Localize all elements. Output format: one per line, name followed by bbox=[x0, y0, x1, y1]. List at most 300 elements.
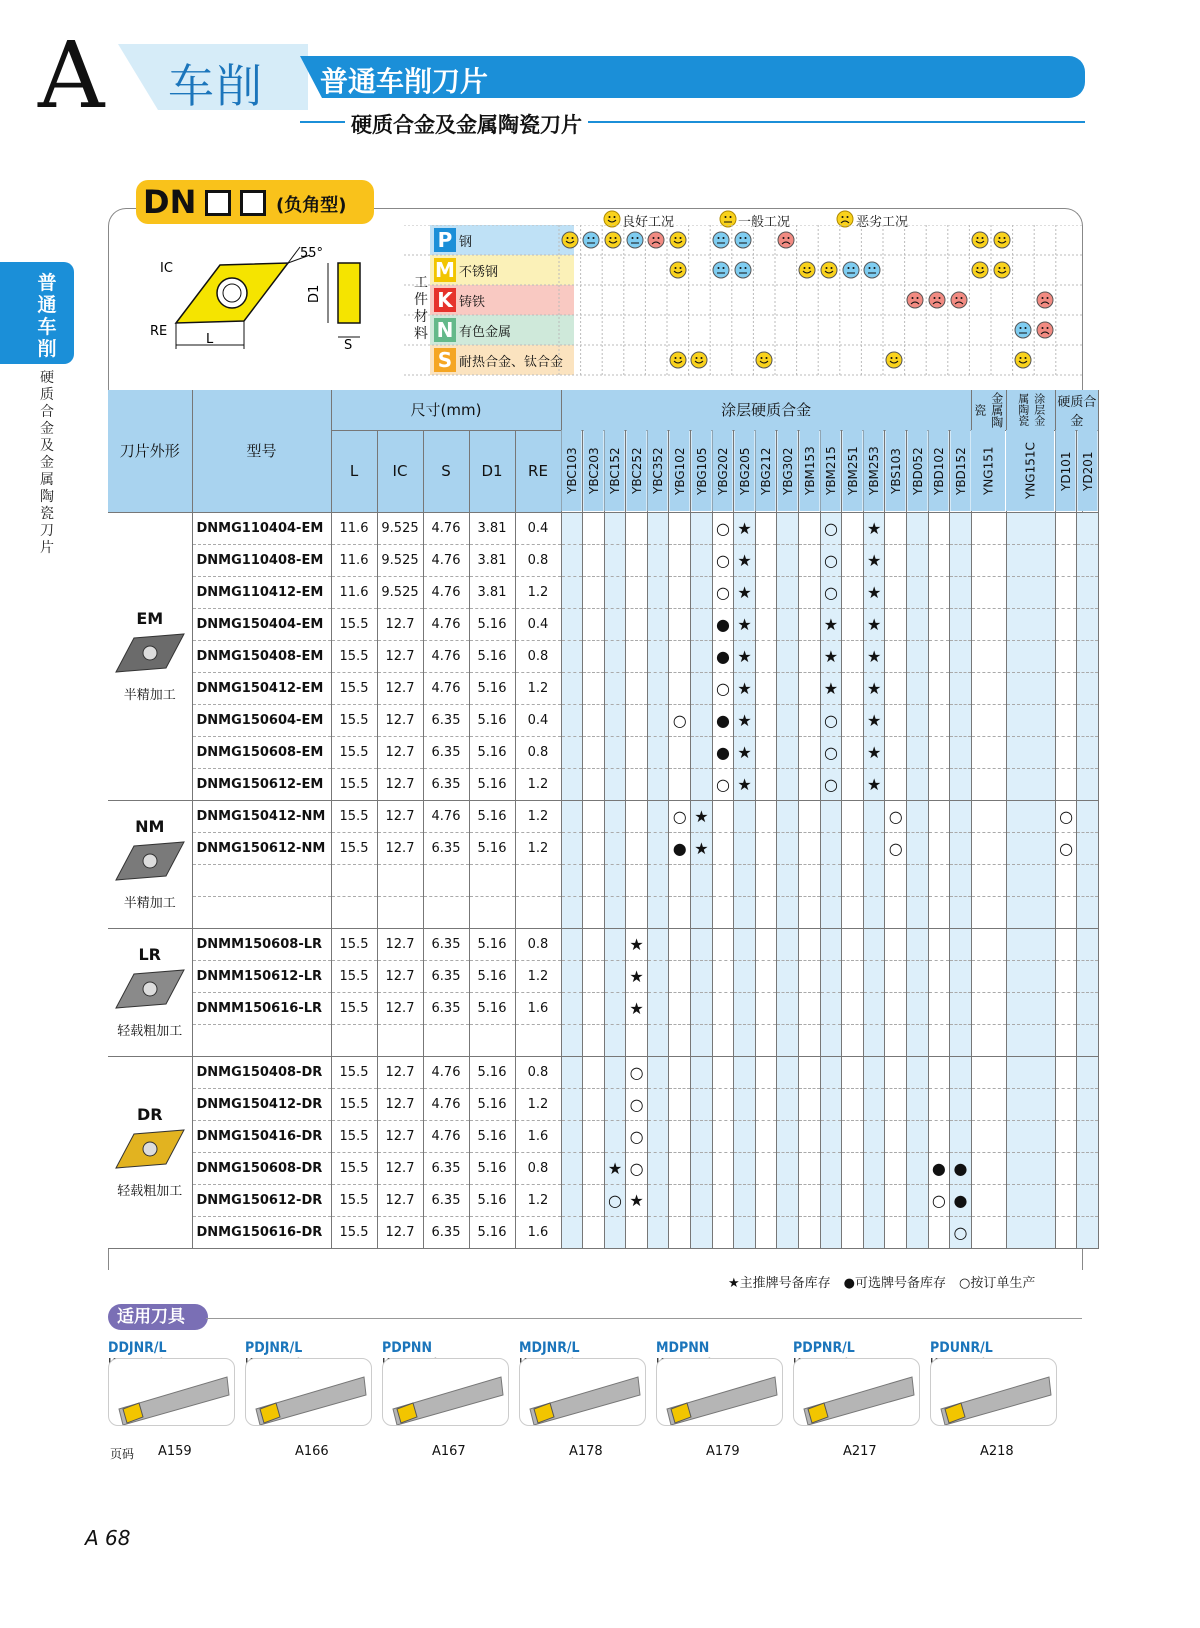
tool-card[interactable] bbox=[382, 1340, 509, 1430]
material-letter: K bbox=[434, 288, 456, 312]
grade-cell bbox=[712, 1184, 734, 1216]
tool-page-ref[interactable]: A166 bbox=[295, 1444, 329, 1459]
dim-cell: 1.6 bbox=[515, 992, 561, 1024]
grade-cell bbox=[1077, 704, 1099, 736]
header-dim-d1: D1 bbox=[469, 430, 515, 512]
grade-cell bbox=[755, 800, 777, 832]
dim-cell: 15.5 bbox=[331, 800, 377, 832]
stock-mark: ★ bbox=[629, 998, 644, 1018]
header-model: 型号 bbox=[192, 390, 331, 512]
stock-mark: ★ bbox=[866, 614, 882, 634]
tools-section-label: 适用刀具 bbox=[108, 1304, 208, 1330]
grade-cell bbox=[971, 1088, 1006, 1120]
grade-cell bbox=[885, 512, 907, 544]
grade-cell bbox=[907, 992, 929, 1024]
grade-cell bbox=[950, 1120, 972, 1152]
normal-face-icon bbox=[712, 261, 730, 279]
grade-cell bbox=[842, 800, 864, 832]
stock-mark: ○ bbox=[823, 582, 838, 602]
grade-cell bbox=[734, 672, 756, 704]
stock-mark: ★ bbox=[737, 678, 752, 698]
grade-cell bbox=[928, 960, 950, 992]
grade-cell bbox=[777, 768, 799, 800]
grade-cell bbox=[842, 960, 864, 992]
tool-kapr: KAPR:62°30' bbox=[793, 1356, 868, 1370]
grade-cell bbox=[820, 832, 842, 864]
dim-cell: 12.7 bbox=[377, 608, 423, 640]
grade-cell bbox=[928, 1088, 950, 1120]
grade-cell bbox=[1006, 576, 1055, 608]
grade-cell bbox=[863, 512, 885, 544]
dim-cell bbox=[423, 864, 469, 896]
grade-cell bbox=[561, 1088, 583, 1120]
grade-cell bbox=[885, 640, 907, 672]
grade-cell bbox=[669, 576, 691, 608]
dim-cell bbox=[331, 1024, 377, 1056]
grade-cell bbox=[799, 1056, 821, 1088]
grade-cell bbox=[1055, 768, 1077, 800]
grade-cell bbox=[1055, 800, 1077, 832]
dim-cell: 15.5 bbox=[331, 1088, 377, 1120]
grade-cell bbox=[799, 672, 821, 704]
grade-cell bbox=[583, 608, 605, 640]
grade-cell bbox=[1055, 928, 1077, 960]
grade-cell bbox=[691, 640, 713, 672]
dim-cell: 3.81 bbox=[469, 544, 515, 576]
grade-cell bbox=[583, 896, 605, 928]
good-face-icon bbox=[690, 351, 708, 369]
grade-cell bbox=[971, 1056, 1006, 1088]
grade-cell bbox=[734, 1088, 756, 1120]
grade-cell bbox=[971, 736, 1006, 768]
tool-card[interactable] bbox=[930, 1340, 1057, 1430]
insert-image bbox=[112, 1124, 188, 1176]
tool-holder-image bbox=[930, 1358, 1057, 1426]
dim-cell: 15.5 bbox=[331, 672, 377, 704]
grade-cell bbox=[971, 576, 1006, 608]
grade-cell bbox=[669, 736, 691, 768]
grade-cell bbox=[1055, 576, 1077, 608]
grade-cell bbox=[561, 864, 583, 896]
grade-cell bbox=[626, 576, 648, 608]
tool-name: PDUNR/L bbox=[930, 1340, 993, 1356]
grade-cell bbox=[950, 736, 972, 768]
tool-page-ref[interactable]: A217 bbox=[843, 1444, 877, 1459]
stock-mark: ● bbox=[715, 646, 730, 666]
grade-cell bbox=[604, 1184, 626, 1216]
grade-cell bbox=[885, 960, 907, 992]
grade-cell bbox=[691, 512, 713, 544]
grade-cell bbox=[863, 896, 885, 928]
grade-cell bbox=[1006, 896, 1055, 928]
grade-cell bbox=[647, 672, 669, 704]
dim-cell: 4.76 bbox=[423, 640, 469, 672]
grade-cell bbox=[647, 544, 669, 576]
grade-cell bbox=[799, 960, 821, 992]
grade-cell bbox=[626, 608, 648, 640]
good-face-icon bbox=[561, 231, 579, 249]
grade-cell bbox=[907, 960, 929, 992]
grade-cell bbox=[928, 512, 950, 544]
grade-cell bbox=[928, 640, 950, 672]
dim-cell: 5.16 bbox=[469, 1216, 515, 1248]
grade-cell bbox=[950, 1088, 972, 1120]
grade-cell bbox=[734, 960, 756, 992]
dim-cell: 15.5 bbox=[331, 704, 377, 736]
grade-cell bbox=[1006, 640, 1055, 672]
grade-cell bbox=[971, 832, 1006, 864]
grade-cell bbox=[755, 1152, 777, 1184]
tool-card[interactable] bbox=[656, 1340, 783, 1430]
dim-cell: 15.5 bbox=[331, 1216, 377, 1248]
tool-card[interactable] bbox=[245, 1340, 372, 1430]
grade-cell bbox=[1055, 1024, 1077, 1056]
grade-cell bbox=[626, 736, 648, 768]
grade-cell bbox=[971, 672, 1006, 704]
grade-ybg202: YBG202 bbox=[712, 430, 734, 512]
grade-cell bbox=[1006, 1024, 1055, 1056]
grade-cell bbox=[712, 1216, 734, 1248]
grade-cell bbox=[950, 896, 972, 928]
model-cell: DNMG150408-DR bbox=[192, 1056, 331, 1088]
stock-mark: ★ bbox=[866, 742, 882, 762]
grade-cell bbox=[1077, 768, 1099, 800]
grade-cell bbox=[863, 928, 885, 960]
stock-mark: ○ bbox=[931, 1190, 946, 1210]
insert-schematic bbox=[150, 245, 390, 357]
grade-cell bbox=[561, 672, 583, 704]
grade-cell bbox=[907, 1024, 929, 1056]
grade-cell bbox=[907, 672, 929, 704]
grade-cell bbox=[1006, 608, 1055, 640]
grade-cell bbox=[604, 608, 626, 640]
insert-image bbox=[112, 964, 188, 1016]
grade-cell bbox=[691, 1024, 713, 1056]
grade-cell bbox=[604, 544, 626, 576]
grade-cell bbox=[647, 928, 669, 960]
grade-cell bbox=[561, 832, 583, 864]
grade-cell bbox=[604, 1120, 626, 1152]
grade-cell bbox=[691, 1120, 713, 1152]
header-carbide: 硬质合金 bbox=[1055, 390, 1098, 430]
tool-kapr: KAPR:93° bbox=[108, 1356, 165, 1370]
grade-ybg212: YBG212 bbox=[755, 430, 777, 512]
dim-cell: 4.76 bbox=[423, 576, 469, 608]
grade-cell bbox=[669, 1120, 691, 1152]
grade-cell bbox=[799, 512, 821, 544]
grade-cell bbox=[647, 608, 669, 640]
dim-cell: 0.8 bbox=[515, 640, 561, 672]
bad-face-icon bbox=[1036, 321, 1054, 339]
grade-cell bbox=[669, 704, 691, 736]
tool-page-ref[interactable]: A179 bbox=[706, 1444, 740, 1459]
grade-cell bbox=[712, 832, 734, 864]
product-type: (负角型) bbox=[276, 195, 347, 216]
grade-cell bbox=[907, 768, 929, 800]
stock-mark: ● bbox=[953, 1190, 968, 1210]
grade-cell bbox=[669, 800, 691, 832]
grade-cell bbox=[799, 608, 821, 640]
dim-cell: 15.5 bbox=[331, 768, 377, 800]
grade-cell bbox=[1006, 800, 1055, 832]
shape-process: 半精加工 bbox=[123, 896, 176, 911]
dim-cell: 4.76 bbox=[423, 800, 469, 832]
model-cell: DNMG150604-EM bbox=[192, 704, 331, 736]
grade-cell bbox=[820, 672, 842, 704]
grade-ybc252: YBC252 bbox=[626, 430, 648, 512]
good-face-icon bbox=[755, 351, 773, 369]
material-name: 钢 bbox=[459, 234, 473, 250]
dim-cell: 1.6 bbox=[515, 1216, 561, 1248]
page-subtitle: 硬质合金及金属陶瓷刀片 bbox=[345, 109, 588, 139]
grade-cell bbox=[669, 1184, 691, 1216]
material-letter: N bbox=[434, 318, 456, 342]
grade-cell bbox=[820, 608, 842, 640]
dim-cell: 1.2 bbox=[515, 1088, 561, 1120]
dim-cell: 4.76 bbox=[423, 1088, 469, 1120]
grade-cell bbox=[971, 544, 1006, 576]
dim-cell: 6.35 bbox=[423, 1152, 469, 1184]
good-face-icon bbox=[1014, 351, 1032, 369]
tool-card[interactable] bbox=[793, 1340, 920, 1430]
grade-yng151c: YNG151C bbox=[1006, 430, 1055, 512]
grade-cell bbox=[734, 992, 756, 1024]
dim-cell: 4.76 bbox=[423, 1056, 469, 1088]
stock-mark: ★ bbox=[694, 838, 709, 858]
side-description: 硬质合金及金属陶瓷刀片 bbox=[40, 370, 54, 556]
shape-process: 半精加工 bbox=[123, 688, 176, 703]
dim-cell: 1.2 bbox=[515, 768, 561, 800]
stock-mark: ★ bbox=[629, 1190, 644, 1210]
grade-cell bbox=[626, 1120, 648, 1152]
grade-cell bbox=[928, 896, 950, 928]
dim-cell: 3.81 bbox=[469, 512, 515, 544]
grade-cell bbox=[1077, 896, 1099, 928]
grade-cell bbox=[712, 1120, 734, 1152]
grade-cell bbox=[626, 864, 648, 896]
grade-cell bbox=[604, 736, 626, 768]
grade-cell bbox=[604, 928, 626, 960]
grade-cell bbox=[755, 992, 777, 1024]
grade-cell bbox=[777, 1024, 799, 1056]
tool-holder-image bbox=[382, 1358, 509, 1426]
grade-cell bbox=[734, 512, 756, 544]
grade-cell bbox=[583, 704, 605, 736]
good-face-icon bbox=[669, 261, 687, 279]
grade-cell bbox=[755, 704, 777, 736]
dim-cell: 5.16 bbox=[469, 928, 515, 960]
stock-mark: ○ bbox=[629, 1062, 644, 1082]
grade-cell bbox=[842, 992, 864, 1024]
shape-process: 轻载粗加工 bbox=[117, 1024, 183, 1039]
grade-cell bbox=[928, 1120, 950, 1152]
dim-cell bbox=[377, 864, 423, 896]
bad-face-icon bbox=[906, 291, 924, 309]
dim-cell: 6.35 bbox=[423, 704, 469, 736]
dim-cell bbox=[469, 1024, 515, 1056]
model-cell bbox=[192, 1024, 331, 1056]
stock-mark: ○ bbox=[888, 838, 903, 858]
grade-cell bbox=[626, 992, 648, 1024]
dim-cell: 5.16 bbox=[469, 1120, 515, 1152]
grade-cell bbox=[1077, 1184, 1099, 1216]
grade-cell bbox=[799, 704, 821, 736]
grade-cell bbox=[777, 1216, 799, 1248]
model-cell: DNMG150608-EM bbox=[192, 736, 331, 768]
model-cell: DNMM150616-LR bbox=[192, 992, 331, 1024]
grade-cell bbox=[647, 1120, 669, 1152]
grade-cell bbox=[928, 672, 950, 704]
grade-cell bbox=[928, 1216, 950, 1248]
grade-cell bbox=[712, 992, 734, 1024]
grade-cell bbox=[626, 800, 648, 832]
header-cermet: 金属陶瓷 bbox=[971, 390, 1006, 430]
page-code-label: 页码 bbox=[110, 1447, 135, 1461]
dim-cell: 5.16 bbox=[469, 1056, 515, 1088]
grade-cell bbox=[712, 640, 734, 672]
tool-card[interactable] bbox=[108, 1340, 235, 1430]
grade-cell bbox=[626, 896, 648, 928]
grade-cell bbox=[561, 768, 583, 800]
grade-cell bbox=[734, 1024, 756, 1056]
grade-cell bbox=[1006, 1216, 1055, 1248]
grade-cell bbox=[755, 896, 777, 928]
good-face-icon bbox=[993, 261, 1011, 279]
dim-cell bbox=[469, 864, 515, 896]
grade-cell bbox=[885, 1184, 907, 1216]
model-cell: DNMG150412-EM bbox=[192, 672, 331, 704]
grade-cell bbox=[583, 1216, 605, 1248]
bad-face-icon bbox=[950, 291, 968, 309]
tool-page-ref[interactable]: A178 bbox=[569, 1444, 603, 1459]
stock-mark: ○ bbox=[888, 806, 903, 826]
grade-cell bbox=[691, 1184, 713, 1216]
grade-cell bbox=[971, 704, 1006, 736]
grade-cell bbox=[1077, 576, 1099, 608]
grade-cell bbox=[669, 992, 691, 1024]
grade-yng151: YNG151 bbox=[971, 430, 1006, 512]
grade-cell bbox=[1077, 864, 1099, 896]
stock-mark: ★ bbox=[737, 774, 752, 794]
tool-holder-image bbox=[245, 1358, 372, 1426]
dim-cell: 6.35 bbox=[423, 736, 469, 768]
grade-cell bbox=[755, 1120, 777, 1152]
grade-cell bbox=[950, 1216, 972, 1248]
dim-cell: 6.35 bbox=[423, 1184, 469, 1216]
grade-cell bbox=[842, 608, 864, 640]
stock-mark: ★ bbox=[737, 582, 752, 602]
stock-mark: ○ bbox=[672, 806, 687, 826]
shape-process: 轻载粗加工 bbox=[117, 1184, 183, 1199]
tool-page-ref[interactable]: A218 bbox=[980, 1444, 1014, 1459]
grade-cell bbox=[691, 832, 713, 864]
grade-cell bbox=[561, 1216, 583, 1248]
dim-cell bbox=[469, 896, 515, 928]
normal-face-icon bbox=[734, 261, 752, 279]
grade-cell bbox=[669, 928, 691, 960]
grade-cell bbox=[885, 1088, 907, 1120]
grade-cell bbox=[885, 576, 907, 608]
grade-cell bbox=[647, 1088, 669, 1120]
grade-cell bbox=[907, 1088, 929, 1120]
tool-card[interactable] bbox=[519, 1340, 646, 1430]
grade-cell bbox=[820, 896, 842, 928]
grade-cell bbox=[1077, 1216, 1099, 1248]
grade-cell bbox=[971, 800, 1006, 832]
grade-cell bbox=[1055, 1088, 1077, 1120]
stock-mark: ★ bbox=[823, 646, 839, 666]
grade-ybs103: YBS103 bbox=[885, 430, 907, 512]
stock-mark: ★ bbox=[607, 1158, 623, 1178]
grade-cell bbox=[1006, 832, 1055, 864]
model-cell: DNMG150612-EM bbox=[192, 768, 331, 800]
grade-cell bbox=[691, 1088, 713, 1120]
grade-cell bbox=[907, 800, 929, 832]
model-cell: DNMG150612-NM bbox=[192, 832, 331, 864]
grade-cell bbox=[842, 640, 864, 672]
grade-cell bbox=[1055, 960, 1077, 992]
grade-cell bbox=[604, 864, 626, 896]
tool-page-ref[interactable]: A159 bbox=[158, 1444, 192, 1459]
grade-cell bbox=[863, 1056, 885, 1088]
stock-mark: ● bbox=[672, 838, 687, 858]
model-cell: DNMG110404-EM bbox=[192, 512, 331, 544]
header-dimensions: 尺寸(mm) bbox=[331, 390, 561, 430]
stock-mark: ○ bbox=[823, 518, 838, 538]
stock-mark: ○ bbox=[629, 1126, 644, 1146]
grade-cell bbox=[799, 640, 821, 672]
grade-cell bbox=[712, 512, 734, 544]
grade-cell bbox=[863, 960, 885, 992]
stock-mark: ★ bbox=[737, 646, 752, 666]
model-cell: DNMG110408-EM bbox=[192, 544, 331, 576]
normal-face-icon bbox=[842, 261, 860, 279]
dim-cell: 5.16 bbox=[469, 736, 515, 768]
grade-cell bbox=[647, 736, 669, 768]
stock-mark: ★ bbox=[737, 742, 752, 762]
grade-cell bbox=[604, 1152, 626, 1184]
grade-cell bbox=[561, 800, 583, 832]
normal-face-icon bbox=[1014, 321, 1032, 339]
shape-code: EM bbox=[136, 609, 164, 628]
grade-cell bbox=[907, 1184, 929, 1216]
grade-cell bbox=[777, 640, 799, 672]
grade-cell bbox=[1055, 896, 1077, 928]
grade-cell bbox=[820, 928, 842, 960]
grade-cell bbox=[777, 736, 799, 768]
grade-cell bbox=[842, 864, 864, 896]
legend-normal: 一般工况 bbox=[738, 215, 791, 230]
code-placeholder-box bbox=[205, 190, 231, 216]
grade-cell bbox=[820, 640, 842, 672]
grade-cell bbox=[971, 768, 1006, 800]
grade-cell bbox=[1055, 640, 1077, 672]
grade-ybg205: YBG205 bbox=[734, 430, 756, 512]
tool-page-ref[interactable]: A167 bbox=[432, 1444, 466, 1459]
grade-cell bbox=[885, 1216, 907, 1248]
grade-cell bbox=[626, 672, 648, 704]
grade-cell bbox=[950, 992, 972, 1024]
dim-cell: 12.7 bbox=[377, 1216, 423, 1248]
grade-cell bbox=[863, 1216, 885, 1248]
grade-cell bbox=[820, 800, 842, 832]
grade-cell bbox=[734, 544, 756, 576]
stock-mark: ○ bbox=[715, 678, 730, 698]
dim-cell: 5.16 bbox=[469, 608, 515, 640]
dim-cell: 12.7 bbox=[377, 1152, 423, 1184]
grade-cell bbox=[777, 1184, 799, 1216]
grade-cell bbox=[777, 992, 799, 1024]
